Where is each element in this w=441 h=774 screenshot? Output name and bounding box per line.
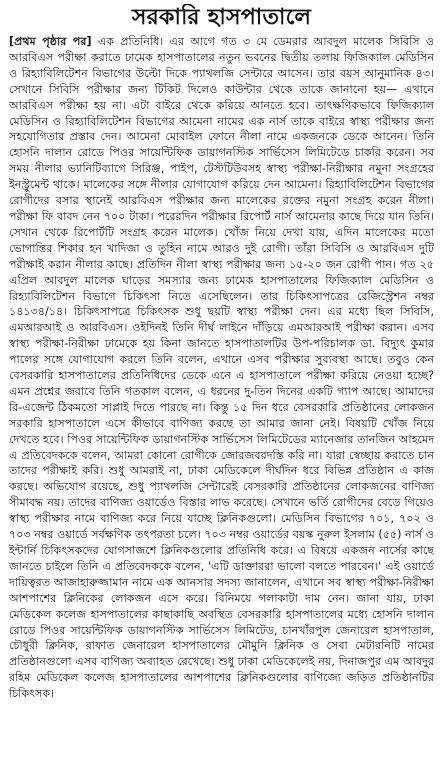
continued-from-label: [প্রথম পৃষ্ঠার পর] (9, 35, 92, 48)
article-text: এক প্রতিনিধি। এর আগে গত ৩ মে ডেমরার আবদুল মালেক সিবিসি ও আরবিএস পরীক্ষা করাতে ঢামেক হাসপাতালের নতুন ভবনের দ্বিতীয় তলায় ফিজিক্যাল মেডিসিন ও রিহ্যাবিলিটেশন বিভাগের উল্টো দিকে প্যাথলজি সেন্টারে আসেন। তার বয়স আনুমানিক ৪৩। সেখানে সিবিসি পরীক্ষার জন্য টিকিট দিলেও কাউন্টার থেকে তাকে জানানো হয়— এখানে আরবিএস পরীক্ষা হয় না। এটা বাইরে থেকে করিয়ে আনতে হবে। তাৎক্ষণিকভাবে ফিজিক্যাল মেডিসিন ও রিহ্যাবিলিটেশন বিভাগের আমেনা নামের এক নার্স তাকে বাইরে স্বাস্থ্য পরীক্ষার জন্য সহযোগিতার প্রস্তাব দেন। আমেনা মোবাইল ফোনে নীলা নামে একজনকে ডেকে আনেন। তিনি হোসনি দালান রোডে পিওর সায়েন্টিফিক ডায়াগনস্টিক সার্ভিসেস লিমিটেডে চাকরি করেন। সব সময় নীলার ভ্যানিটিব্যাগে সিরিঞ্জ, পাইপ, টেস্টটিউবসহ স্বাস্থ্য পরীক্ষা-নিরীক্ষার নমুনা সংগ্রহের ইনস্ট্রুমেন্ট থাকে। মালেকের সঙ্গে নীলার যোগাযোগ করিয়ে দেন আমেনা। রিহ্যাবিলিটেশন বিভাগের রোগীদের বসার স্থানেই আরবিএস পরীক্ষার জন্য মালেকের রক্তের নমুনা সংগ্রহ করেন নীলা। পরীক্ষা ফি বাবদ নেন ৭০০ টাকা। পরেরদিন পরীক্ষার রিপোর্ট নার্স আমেনার কাছে দিয়ে যান তিনি। সেখান থেকে রিপোর্টটি সংগ্রহ করেন মালেক। খোঁজ নিয়ে দেখা যায়, এদিন মালেকের মতো ভোগান্তির শিকার হন খাদিজা ও তুহিন নামে আরও দুই রোগী। তাঁরা সিবিসি ও আরবিএস দুটি পরীক্ষাই করান নীলার কাছে। প্রতিদিন নীলা স্বাস্থ্য পরীক্ষার জন্য ১৫-২০ জন রোগী পান। গত ২৫ এপ্রিল আবদুল মালেক ঘাড়ের সমস্যার জন্য ঢামেক হাসপাতালের ফিজিক্যাল মেডিসিন ও রিহ্যাবিলিটেশন বিভাগে চিকিৎসা নিতে এসেছিলেন। তার চিকিৎসাপত্রের রেজিস্ট্রেশন নম্বর ১৪১৩৪/১৪। চিকিৎসাপত্রে চিকিৎসক শুধু ছয়টি স্বাস্থ্য পরীক্ষা দেন। এর মধ্যে ছিল সিবিসি, এমআরআই ও আরবিএস। ওইদিনই তিনি দীর্ঘ লাইনে দাঁড়িয়ে এমআরআই পরীক্ষা করান। এসব স্বাস্থ্য পরীক্ষা-নিরীক্ষা ঢামেকে হয় কিনা জানতে হাসপাতালটির উপ-পরিচালক ডা. বিদ্যুৎ কুমার পালের সঙ্গে যোগাযোগ করলে তিনি বলেন, এখানে এসব পরীক্ষার সুব্যবস্থা আছে। তবুও কেন বেসরকারি হাসপাতালের প্রতিনিধিদের ডেকে এনে এ হাসপাতালে পরীক্ষা করিয়ে নেওয়া হচ্ছে? এমন প্রশ্নের জবাবে তিনি গতকাল বলেন, এ ধরনের দু-তিন দিনের একটি গ্যাপ আছে। আমাদের রি-এজেন্ট ঠিকমতো সাপ্লাই দিতে পারছে না। কিন্তু ১৫ দিন ধরে বেসরকারি প্রতিষ্ঠানের লোকজন সরকারি হাসপাতালে এসে কীভাবে বাণিজ্য করছে তা আমার জানা নেই। বিষয়টি খোঁজ নিয়ে দেখতে হবে। পিওর সায়েন্টিফিক ডায়াগনস্টিক সার্ভিসেস লিমিটেডের ম্যানেজার তানজিন আহমেদ এ প্রতিবেদককে বলেন, আমরা কোনো রোগীকে জোরজবরদস্তি করি না। যারা স্বেচ্ছায় করাতে চান তাদের পরীক্ষাই করি। শুধু আমরাই না, ঢাকা মেডিকেলে দীর্ঘদিন ধরে বিভিন্ন প্রতিষ্ঠান এ কাজ করছে। অভিযোগ রয়েছে, শুধু প্যাথলজি সেন্টারেই বেসরকারি প্রতিষ্ঠানের লোকজনের বাণিজ্য সীমাবদ্ধ নয়। তাদের বাণিজ্য ওয়ার্ডেও বিস্তার লাভ করেছে। সেখানে ভর্তি রোগীদের বেডে গিয়েও স্বাস্থ্য পরীক্ষার নামে বাণিজ্য করে নিয়ে যাচ্ছে ক্লিনিকগুলো। মেডিসিন বিভাগের ৭০১, ৭০২ ও ৭০৩ নম্বর ওয়ার্ডে সর্বক্ষণিক তৎপরতা চলে। ৭০৩ নম্বর ওয়ার্ডের বয়স্ক নুরুল ইসলাম (৫৫) নার্স ও ইন্টার্নি চিকিৎসকদের যোগসাজশে ক্লিনিকগুলোর প্রতিনিধি করে। এ বিষয়ে একজন নার্সের কাছে জানতে চাইলে তিনি এ প্রতিবেদককে বলেন, 'এটি ডাক্তাররা ভালো বলতে পারবেন।' এই ওয়ার্ডে দায়িত্বরত আজাহারুজ্জামান নামে এক আনসার সদস্য জানালেন, এখানে সব স্বাস্থ্য পরীক্ষা-নিরীক্ষা আশপাশের ক্লিনিকের লোকজন এসে করে। বিনিময়ে গলাকাটা দাম নেন। জানা যায়, ঢাকা মেডিকেল কলেজ হাসপাতালের কাছাকাছি অবস্থিত বেসরকারি হাসপাতালের মধ্যে হোসনি দালান রোডে পিওর সায়েন্টিফিক ডায়াগনস্টিক সার্ভিসেস লিমিটেড, চানখাঁরপুল জেনারেল হাসপাতাল, চৌধুরী ক্লিনিক, রাফাত জেনারেল হাসপাতালের মৌমুনি ক্লিনিক ও সেবা মেটারনিটি নামের প্রতিষ্ঠানগুলো এসব বাণিজ্য অব্যাহত রেখেছে। শুধু ঢাকা মেডিকেলেই নয়, দিনাজপুর এম আবদুর রহিম মেডিকেল কলেজ হাসপাতালের আশপাশের ক্লিনিকগুলোর বাণিজ্যে জড়িত প্রতিষ্ঠানটির চিকিৎসক। (9, 35, 434, 701)
article-headline: সরকারি হাসপাতালে (131, 5, 312, 30)
article-body (9, 34, 434, 774)
